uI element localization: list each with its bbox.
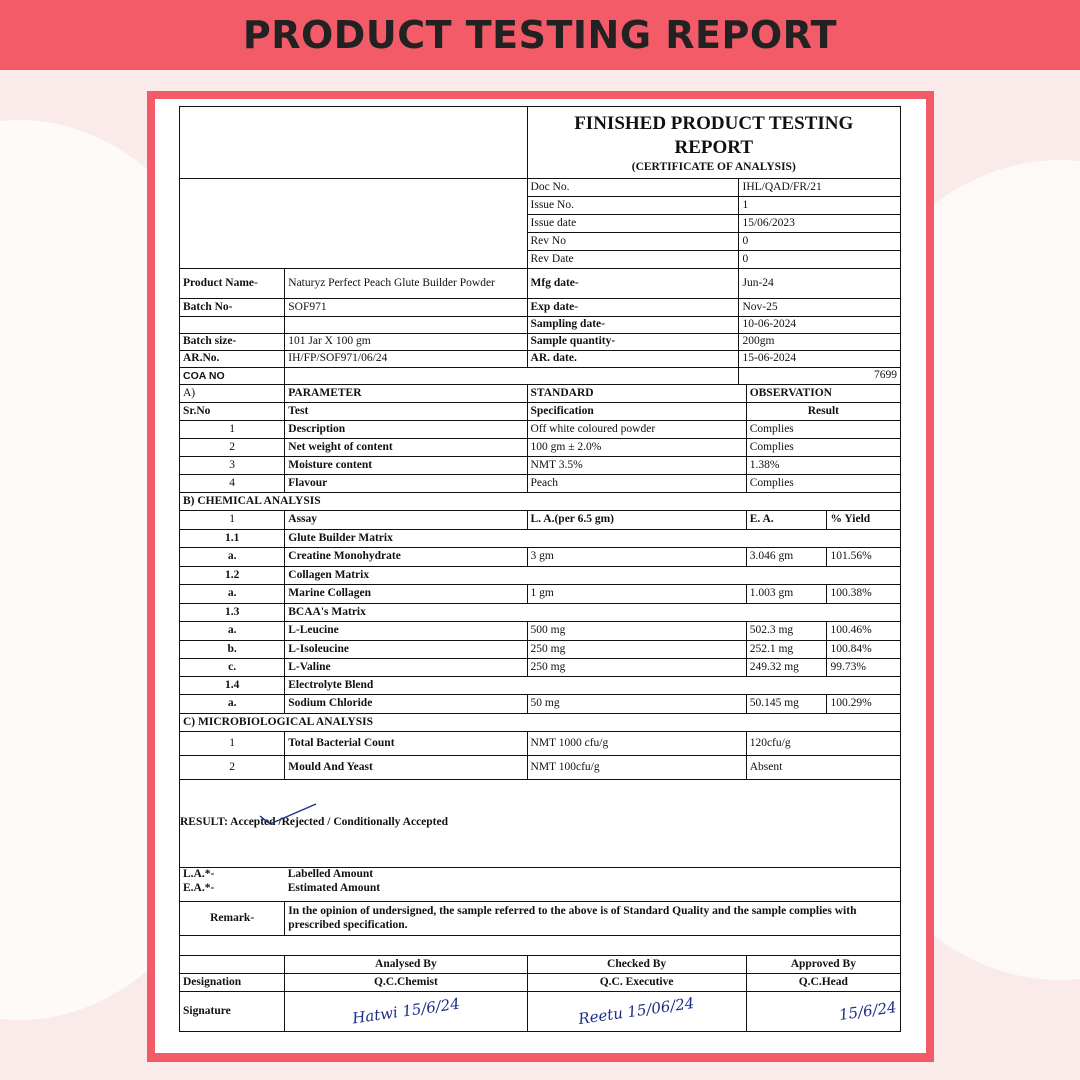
section-c-table	[179, 713, 901, 780]
mfg-date-label: Mfg date-	[527, 269, 739, 299]
yield: 100.29%	[827, 695, 901, 714]
estimated-amount: 252.1 mg	[746, 641, 827, 659]
banner-title: PRODUCT TESTING REPORT	[242, 13, 838, 57]
sr-no: a.	[180, 622, 285, 641]
abbreviation-meaning-cell	[285, 868, 901, 902]
sample-quantity-label: Sample quantity-	[527, 334, 739, 351]
result: Complies	[746, 421, 900, 439]
empty-cell	[285, 317, 527, 334]
test-name: L-Isoleucine	[285, 641, 527, 659]
exp-date-label: Exp date-	[527, 299, 739, 317]
product-name-label: Product Name-	[180, 269, 285, 299]
table-row	[180, 439, 901, 457]
certificate-paper	[155, 99, 926, 1053]
specification: Off white coloured powder	[527, 421, 746, 439]
doc-info-value: 15/06/2023	[739, 215, 901, 233]
sr-no: 4	[180, 475, 285, 493]
sr-no: 1	[180, 511, 285, 530]
assay-header: Assay	[285, 511, 527, 530]
result: 1.38%	[746, 457, 900, 475]
sr-no: 2	[180, 756, 285, 780]
sr-no: b.	[180, 641, 285, 659]
table-row	[180, 548, 901, 567]
signature-analyst-cell	[285, 992, 527, 1032]
sr-no: a.	[180, 548, 285, 567]
table-row	[180, 475, 901, 493]
ea-header: E. A.	[746, 511, 827, 530]
doc-info-label: Rev Date	[527, 251, 739, 269]
signature-approver: 15/6/24	[838, 997, 898, 1024]
result: Absent	[746, 756, 900, 780]
product-info-table	[179, 268, 901, 385]
approved-by-header: Approved By	[746, 956, 900, 974]
yield-header: % Yield	[827, 511, 901, 530]
doc-info-value: 0	[739, 251, 901, 269]
parameter-header: PARAMETER	[285, 385, 527, 403]
report-title	[527, 107, 900, 179]
test-name: Mould And Yeast	[285, 756, 527, 780]
la-meaning: Labelled Amount	[287, 868, 374, 880]
test-name: Description	[285, 421, 527, 439]
coa-no-value: 7699	[739, 368, 901, 385]
table-row	[180, 604, 901, 622]
test-name: Creatine Monohydrate	[285, 548, 527, 567]
header-table	[179, 106, 901, 269]
table-row	[180, 756, 901, 780]
section-a-table	[179, 384, 901, 493]
table-row	[180, 457, 901, 475]
group-name: Electrolyte Blend	[285, 677, 901, 695]
table-row	[180, 530, 901, 548]
la-abbreviation: L.A.*-	[183, 868, 215, 880]
group-name: Collagen Matrix	[285, 567, 901, 585]
group-name: Glute Builder Matrix	[285, 530, 901, 548]
la-header: L. A.(per 6.5 gm)	[527, 511, 746, 530]
estimated-amount: 502.3 mg	[746, 622, 827, 641]
sampling-date-value: 10-06-2024	[739, 317, 901, 334]
table-row	[180, 622, 901, 641]
yield: 100.38%	[827, 585, 901, 604]
batch-size-value: 101 Jar X 100 gm	[285, 334, 527, 351]
ea-abbreviation: E.A.*-	[183, 881, 215, 894]
empty-cell	[285, 368, 739, 385]
section-b-table	[179, 492, 901, 714]
labelled-amount: 50 mg	[527, 695, 746, 714]
ea-meaning: Estimated Amount	[287, 881, 381, 894]
sample-quantity-value: 200gm	[739, 334, 901, 351]
test-name: Total Bacterial Count	[285, 732, 527, 756]
signature-checker-cell	[527, 992, 746, 1032]
sr-no: a.	[180, 585, 285, 604]
signature-approver-cell	[746, 992, 900, 1032]
test-name: Flavour	[285, 475, 527, 493]
ar-date-value: 15-06-2024	[739, 351, 901, 368]
yield: 101.56%	[827, 548, 901, 567]
specification: Peach	[527, 475, 746, 493]
empty-cell	[180, 317, 285, 334]
sr-no-header: Sr.No	[180, 403, 285, 421]
estimated-amount: 249.32 mg	[746, 659, 827, 677]
result-header: Result	[746, 403, 900, 421]
labelled-amount: 1 gm	[527, 585, 746, 604]
sr-no: 2	[180, 439, 285, 457]
estimated-amount: 1.003 gm	[746, 585, 827, 604]
specification: NMT 100cfu/g	[527, 756, 746, 780]
table-row	[180, 732, 901, 756]
remark-label: Remark-	[180, 902, 285, 936]
test-name: L-Valine	[285, 659, 527, 677]
batch-size-label: Batch size-	[180, 334, 285, 351]
test-name: Net weight of content	[285, 439, 527, 457]
estimated-amount: 3.046 gm	[746, 548, 827, 567]
doc-info-label: Issue date	[527, 215, 739, 233]
labelled-amount: 250 mg	[527, 641, 746, 659]
group-name: BCAA's Matrix	[285, 604, 901, 622]
specification: NMT 3.5%	[527, 457, 746, 475]
sr-no: 1.2	[180, 567, 285, 585]
ar-no-label: AR.No.	[180, 351, 285, 368]
labelled-amount: 250 mg	[527, 659, 746, 677]
result: 120cfu/g	[746, 732, 900, 756]
sr-no: 1.3	[180, 604, 285, 622]
doc-info-label: Doc No.	[527, 179, 739, 197]
qc-head: Q.C.Head	[746, 974, 900, 992]
yield: 99.73%	[827, 659, 901, 677]
table-row	[180, 421, 901, 439]
section-c-label: C) MICROBIOLOGICAL ANALYSIS	[180, 714, 901, 732]
signoff-table	[179, 955, 901, 1032]
section-b-label: B) CHEMICAL ANALYSIS	[180, 493, 901, 511]
test-header: Test	[285, 403, 527, 421]
signature-checker: Reetu 15/06/24	[577, 993, 696, 1028]
specification-header: Specification	[527, 403, 746, 421]
test-name: L-Leucine	[285, 622, 527, 641]
ar-no-value: IH/FP/SOF971/06/24	[285, 351, 527, 368]
section-a-label: A)	[180, 385, 285, 403]
mfg-date-value: Jun-24	[739, 269, 901, 299]
sr-no: c.	[180, 659, 285, 677]
specification: NMT 1000 cfu/g	[527, 732, 746, 756]
exp-date-value: Nov-25	[739, 299, 901, 317]
abbreviation-cell	[180, 868, 285, 902]
specification: 100 gm ± 2.0%	[527, 439, 746, 457]
sr-no: a.	[180, 695, 285, 714]
ar-date-label: AR. date.	[527, 351, 739, 368]
analysed-by-header: Analysed By	[285, 956, 527, 974]
sampling-date-label: Sampling date-	[527, 317, 739, 334]
sr-no: 3	[180, 457, 285, 475]
banner	[0, 0, 1080, 70]
report-subtitle: (CERTIFICATE OF ANALYSIS)	[631, 161, 796, 174]
remark-text: In the opinion of undersigned, the sample referred to the above is of Standard Quality and the sample complies with prescribed specification.	[285, 902, 901, 936]
empty-cell	[180, 956, 285, 974]
sr-no: 1.1	[180, 530, 285, 548]
coa-no-label: COA NO	[180, 368, 285, 385]
signature-analyst: Hatwi 15/6/24	[350, 994, 461, 1028]
table-row	[180, 659, 901, 677]
sr-no: 1.4	[180, 677, 285, 695]
sr-no: 1	[180, 421, 285, 439]
certificate-document	[179, 106, 901, 1032]
doc-info-label: Rev No	[527, 233, 739, 251]
estimated-amount: 50.145 mg	[746, 695, 827, 714]
table-row	[180, 641, 901, 659]
qc-chemist: Q.C.Chemist	[285, 974, 527, 992]
result: Complies	[746, 475, 900, 493]
doc-info-value: 0	[739, 233, 901, 251]
standard-header: STANDARD	[527, 385, 746, 403]
product-name-value: Naturyz Perfect Peach Glute Builder Powder	[285, 269, 527, 299]
blank-area	[180, 179, 528, 269]
qc-executive: Q.C. Executive	[527, 974, 746, 992]
logo-area	[180, 107, 528, 179]
yield: 100.46%	[827, 622, 901, 641]
test-name: Moisture content	[285, 457, 527, 475]
table-row	[180, 677, 901, 695]
result-statement: RESULT: Accepted /Rejected / Conditionally Accepted	[180, 816, 448, 828]
document-frame	[147, 91, 934, 1062]
labelled-amount: 500 mg	[527, 622, 746, 641]
yield: 100.84%	[827, 641, 901, 659]
result-table	[179, 779, 901, 956]
doc-info-value: 1	[739, 197, 901, 215]
checked-by-header: Checked By	[527, 956, 746, 974]
title-line-2: REPORT	[674, 136, 754, 158]
designation-label: Designation	[180, 974, 285, 992]
result-cell	[180, 780, 901, 868]
result: Complies	[746, 439, 900, 457]
table-row	[180, 567, 901, 585]
sr-no: 1	[180, 732, 285, 756]
observation-header: OBSERVATION	[746, 385, 900, 403]
signature-label: Signature	[180, 992, 285, 1032]
tick-icon	[258, 802, 318, 826]
test-name: Marine Collagen	[285, 585, 527, 604]
labelled-amount: 3 gm	[527, 548, 746, 567]
table-row	[180, 585, 901, 604]
test-name: Sodium Chloride	[285, 695, 527, 714]
empty-row	[180, 936, 901, 956]
doc-info-label: Issue No.	[527, 197, 739, 215]
batch-no-label: Batch No-	[180, 299, 285, 317]
doc-info-value: IHL/QAD/FR/21	[739, 179, 901, 197]
batch-no-value: SOF971	[285, 299, 527, 317]
title-line-1: FINISHED PRODUCT TESTING	[574, 112, 854, 134]
table-row	[180, 695, 901, 714]
